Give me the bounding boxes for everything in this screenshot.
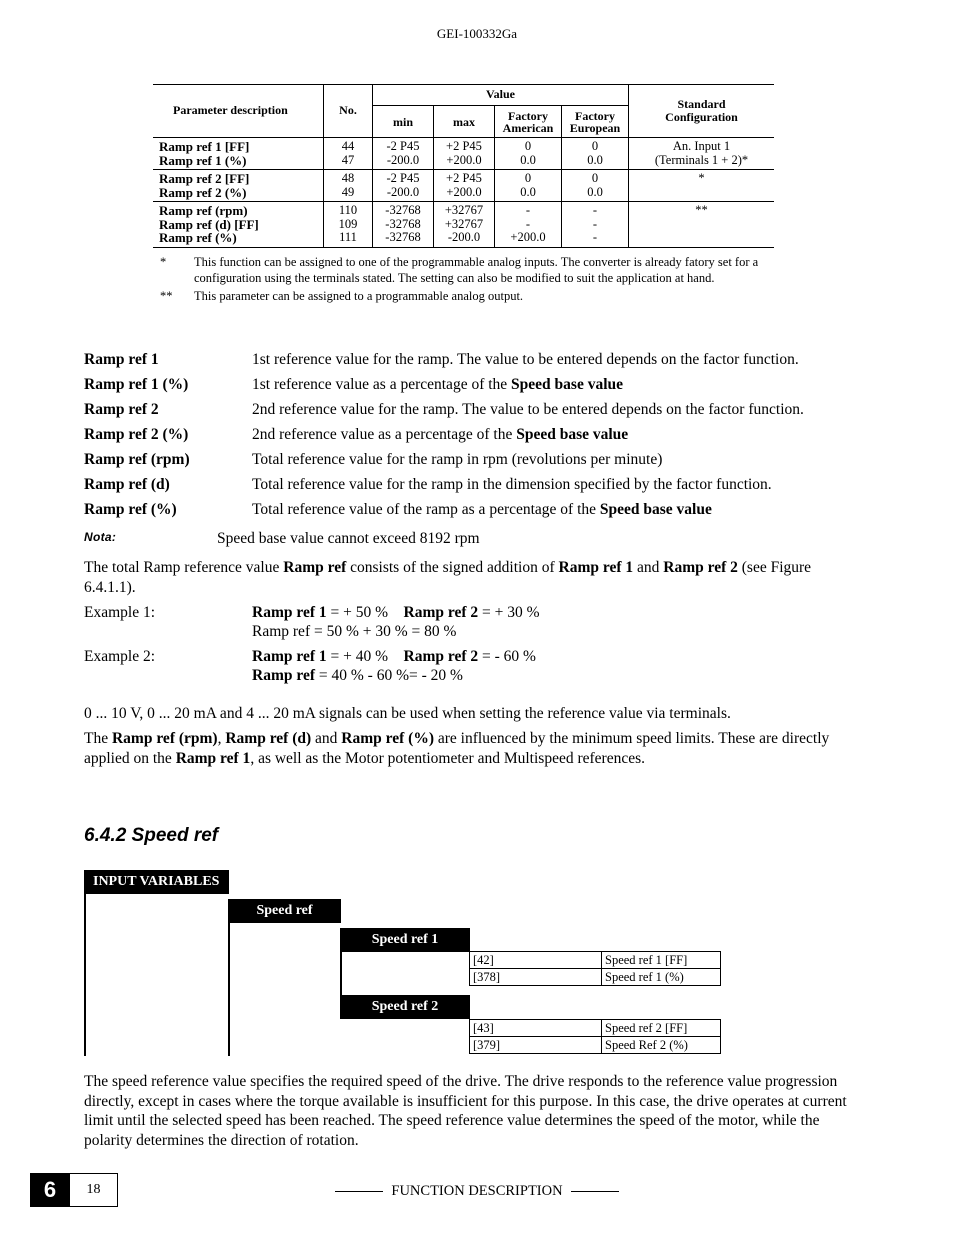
example-2-label: Example 2:	[84, 648, 156, 665]
diagram-connector	[340, 952, 342, 998]
example-1-line-2: Ramp ref = 50 % + 30 % = 80 %	[252, 623, 457, 640]
paragraph-speed-reference: The speed reference value specifies the required speed of the drive. The drive responds to the reference value progression directly, except in cases where the torque available is insufficient for this purpose. In this case, the drive operates at current limit until the selected speed has been reached. The speed reference value determines the speed of the motor, while the polarity determines the direction of rotation.	[84, 1073, 847, 1149]
nota-label: Nota:	[84, 530, 117, 544]
diagram-node-speed-ref: Speed ref	[228, 899, 341, 923]
diagram-node-speed-ref-1: Speed ref 1	[340, 928, 470, 952]
example-1-line-1: Ramp ref 1 = + 50 % Ramp ref 2 = + 30 %	[252, 604, 540, 621]
example-2-line-1: Ramp ref 1 = + 40 % Ramp ref 2 = - 60 %	[252, 648, 536, 665]
diagram-params-speed-ref-2	[469, 1019, 721, 1054]
paragraph-signals: 0 ... 10 V, 0 ... 20 mA and 4 ... 20 mA signals can be used when setting the reference value via terminals.	[84, 705, 731, 722]
diagram-connector	[228, 923, 230, 1056]
param-row: [42] Speed ref 1 [FF]	[470, 952, 721, 969]
table-row: Ramp ref 1 [FF] Ramp ref 1 (%) 44 47 -2 P45 -200.0 +2 P45 +200.0 0 0.0 0 0.0 An. Input 1 (Terminals 1 + 2)*	[153, 138, 774, 170]
document-id: GEI-100332Ga	[436, 26, 518, 41]
section-heading: 6.4.2 Speed ref	[84, 825, 219, 846]
diagram-node-speed-ref-2: Speed ref 2	[340, 995, 470, 1019]
paragraph-ramp-ref-total: The total Ramp reference value Ramp ref consists of the signed addition of Ramp ref 1 and Ramp ref 2 (see Figure 6.4.1.1).	[84, 559, 812, 596]
footnote: * This function can be assigned to one of the programmable analog inputs. The converter is already fatory set for a configuration using the terminals stated. The setting can also be modified to suit the application at hand.	[160, 255, 759, 285]
definition-item: Ramp ref 2 2nd reference value for the ramp. The value to be entered depends on the factor function.	[84, 401, 804, 418]
header-value: Value	[373, 85, 629, 106]
header-standard-configuration: Standard Configuration	[629, 85, 775, 138]
param-row: [43] Speed ref 2 [FF]	[470, 1020, 721, 1037]
header-parameter-description: Parameter description	[153, 85, 324, 138]
header-factory-european: Factory European	[562, 106, 629, 138]
definition-item: Ramp ref (d) Total reference value for the ramp in the dimension specified by the factor function.	[84, 476, 772, 493]
header-min: min	[373, 106, 434, 138]
definition-item: Ramp ref 2 (%) 2nd reference value as a percentage of the Speed base value	[84, 426, 629, 443]
param-row: [378] Speed ref 1 (%)	[470, 969, 721, 986]
parameter-table	[153, 84, 774, 248]
definition-list	[84, 349, 854, 524]
diagram-root-input-variables: INPUT VARIABLES	[84, 870, 229, 894]
footnote: ** This parameter can be assigned to a programmable analog output.	[160, 289, 524, 303]
page-number: 18	[70, 1173, 118, 1207]
definition-item: Ramp ref (rpm) Total reference value for the ramp in rpm (revolutions per minute)	[84, 451, 663, 468]
example-2-line-2: Ramp ref = 40 % - 60 %= - 20 %	[252, 667, 463, 684]
definition-item: Ramp ref (%) Total reference value of the ramp as a percentage of the Speed base value	[84, 501, 712, 518]
nota-text: Speed base value cannot exceed 8192 rpm	[217, 530, 480, 547]
diagram-params-speed-ref-1	[469, 951, 721, 986]
chapter-number: 6	[30, 1173, 70, 1207]
definition-item: Ramp ref 1 (%) 1st reference value as a percentage of the Speed base value	[84, 376, 624, 393]
header-number: No.	[324, 85, 373, 138]
table-row: Ramp ref 2 [FF] Ramp ref 2 (%) 48 49 -2 P45 -200.0 +2 P45 +200.0 0 0.0 0 0.0 *	[153, 170, 774, 202]
table-footnotes	[160, 254, 760, 306]
definition-item: Ramp ref 1 1st reference value for the ramp. The value to be entered depends on the factor function.	[84, 351, 799, 368]
paragraph-min-speed-limits: The Ramp ref (rpm), Ramp ref (d) and Ramp ref (%) are influenced by the minimum speed limits. These are directly applied on the Ramp ref 1, as well as the Motor potentiometer and Multispeed references.	[84, 730, 830, 767]
footer	[0, 1183, 954, 1200]
diagram-connector	[84, 894, 86, 1056]
footer-title: FUNCTION DESCRIPTION	[391, 1183, 563, 1199]
header-max: max	[434, 106, 495, 138]
table-row: Ramp ref (rpm) Ramp ref (d) [FF] Ramp ref (%) 110 109 111 -32768 -32768 -32768 +32767 +32767 -200.0 - - +200.0 - - - **	[153, 202, 774, 248]
example-1-label: Example 1:	[84, 604, 156, 621]
header-factory-american: Factory American	[495, 106, 562, 138]
param-row: [379] Speed Ref 2 (%)	[470, 1037, 721, 1054]
